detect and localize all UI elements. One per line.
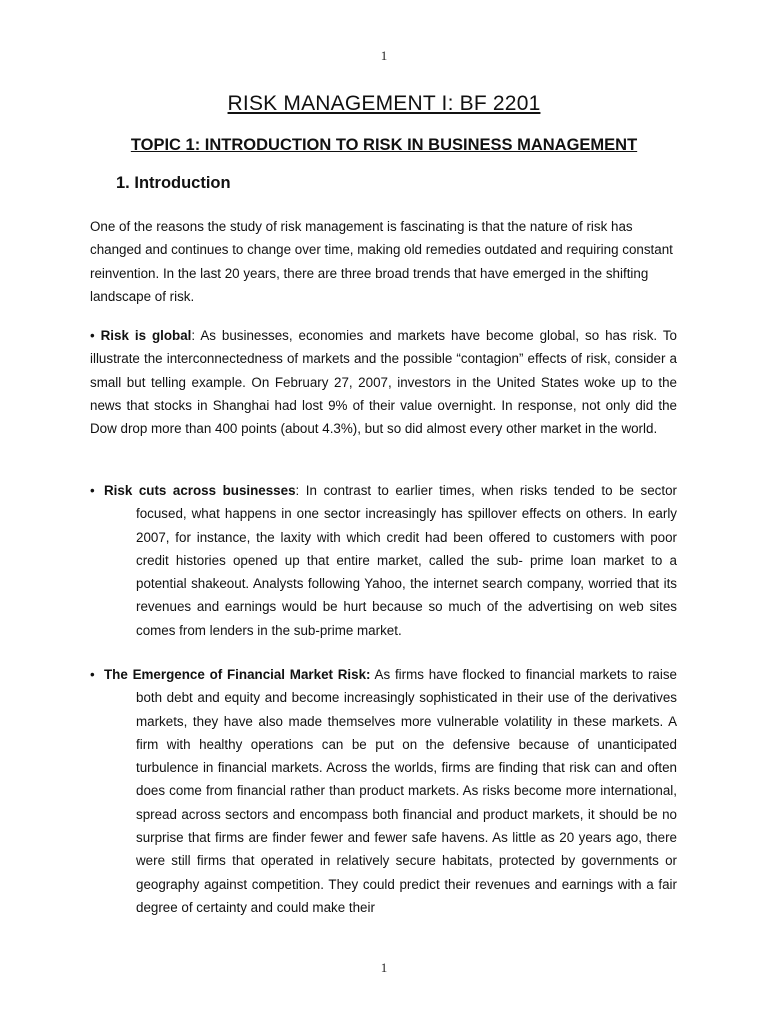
bullet-label: The Emergence of Financial Market Risk: [104,667,371,682]
bullet-text: : As businesses, economies and markets have become global, so has risk. To illustrate the interconnectedness of markets and the possible “contagion” effects of risk, consider a small but telling example. On February 27, 2007, investors in the United States woke up to the news that stocks in Shanghai had lost 9% of their value overnight. In response, not only did the Dow drop more than 400 points (about 4.3%), but so did almost every other market in the world. [90,328,677,437]
bullet-item [90,479,677,642]
bullet-text: : In contrast to earlier times, when risks tended to be sector focused, what happens in one sector increasingly has spillover effects on others. In early 2007, for instance, the laxity with which credit had been offered to customers with poor credit histories opened up that entire market, called the sub- prime loan market to a potential shakeout. Analysts following Yahoo, the internet search company, worried that its revenues and earnings would be hurt because so much of the advertising on web sites comes from lenders in the sub-prime market. [136,483,677,638]
document-title: RISK MANAGEMENT I: BF 2201 [227,92,541,115]
bullet-marker: • [90,667,95,682]
page-number-bottom: 1 [380,960,388,975]
topic-heading: TOPIC 1: INTRODUCTION TO RISK IN BUSINESS MANAGEMENT [130,136,638,154]
section-heading-text: Introduction [134,174,231,192]
bullet-label: Risk cuts across businesses [104,483,296,498]
bullet-label: Risk is global [100,328,192,343]
risk-global-paragraph [90,324,677,440]
bullet-item [90,663,677,919]
page-number-top: 1 [380,48,388,63]
section-heading [116,174,231,193]
bullet-marker: • [90,328,95,343]
bullet-marker: • [90,483,95,498]
bullet-text: As firms have flocked to financial markets to raise both debt and equity and become increasingly sophisticated in their use of the derivatives markets, they have also made themselves more vulnerable volatility in these markets. A firm with healthy operations can be put on the defensive because of unanticipated turbulence in financial markets. Across the worlds, firms are finding that risk can and often does come from financial rather than product markets. As risks become more international, spread across sectors and encompass both financial and product markets, it should be no surprise that firms are finder fewer and fewer safe havens. As little as 20 years ago, there were still firms that operated in relatively secure habitats, protected by governments or geography against competition. They could predict their revenues and earnings with a fair degree of certainty and could make their [136,667,677,915]
intro-paragraph: One of the reasons the study of risk management is fascinating is that the nature of risk has changed and continues to change over time, making old remedies outdated and requiring constant reinvention. In the last 20 years, there are three broad trends that have emerged in the shifting landscape of risk. [90,219,673,304]
section-number: 1. [116,174,130,192]
